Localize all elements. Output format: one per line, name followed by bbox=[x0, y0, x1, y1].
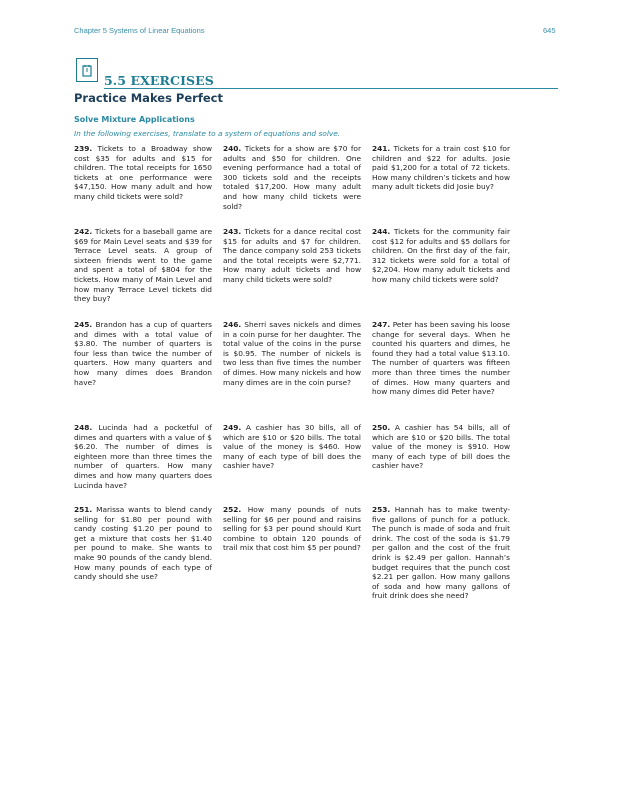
exercise-245 bbox=[74, 320, 212, 387]
exercise-number: 251. bbox=[74, 505, 93, 514]
exercise-number: 243. bbox=[223, 227, 242, 236]
exercise-text: How many pounds of nuts selling for $6 per pound and raisins selling for $3 per pound should Kurt combine to obtain 120 pounds of trail mix that cost him $5 per pound? bbox=[223, 505, 361, 553]
exercise-250 bbox=[372, 423, 510, 471]
exercise-239 bbox=[74, 144, 212, 202]
exercise-text: A cashier has 54 bills, all of which are $10 or $20 bills. The total value of the money is $910. How many of each type of bill does the cashier have? bbox=[372, 423, 510, 471]
exercise-248 bbox=[74, 423, 212, 490]
exercise-number: 242. bbox=[74, 227, 93, 236]
section-rule bbox=[104, 88, 558, 89]
exercise-text: Tickets for a show are $70 for adults and $50 for children. One evening performance had a total of 300 tickets sold and the receipts totaled $17,200. How many adult and how many child tickets were sold? bbox=[223, 144, 361, 211]
exercise-number: 253. bbox=[372, 505, 391, 514]
exercise-text: Hannah has to make twenty-five gallons of punch for a potluck. The punch is made of soda and fruit drink. The cost of the soda is $1.79 per gallon and the cost of the fruit drink is $2.49 per gallon. Hannah’s budget requires that the punch cost $2.21 per gallon. How many gallons of soda and how many gallons of fruit drink does she need? bbox=[372, 505, 510, 601]
exercise-number: 247. bbox=[372, 320, 391, 329]
exercise-252 bbox=[223, 505, 361, 553]
exercise-text: Tickets for a baseball game are $69 for Main Level seats and $39 for Terrace Level seats. A group of sixteen friends went to the game and spent a total of $804 for the tickets. How many of Main Level and how many Terrace Level tickets did they buy? bbox=[74, 227, 213, 304]
exercise-number: 248. bbox=[74, 423, 93, 432]
exercise-text: Lucinda had a pocketful of dimes and quarters with a value of $ $6.20. The number of dimes is eighteen more than three times the number of quarters. How many dimes and how many quarters does Lucinda have? bbox=[74, 423, 212, 490]
exercise-244 bbox=[372, 227, 510, 285]
exercise-247 bbox=[372, 320, 510, 397]
exercise-number: 252. bbox=[223, 505, 242, 514]
exercise-text: Tickets for a dance recital cost $15 for adults and $7 for children. The dance company sold 253 tickets and the total receipts were $2,771. How many adult tickets and how many child tickets were sold? bbox=[223, 227, 361, 284]
page-number: 645 bbox=[543, 26, 556, 35]
exercise-246 bbox=[223, 320, 361, 387]
exercise-text: Sherri saves nickels and dimes in a coin purse for her daughter. The total value of the coins in the purse is $0.95. The number of nickels is two less than five times the number of dimes. How many nickels and how many dimes are in the coin purse? bbox=[223, 320, 361, 387]
instructions: In the following exercises, translate to a system of equations and solve. bbox=[74, 129, 341, 138]
exercise-243 bbox=[223, 227, 361, 285]
exercise-text: A cashier has 30 bills, all of which are $10 or $20 bills. The total value of the money is $460. How many of each type of bill does the cashier have? bbox=[223, 423, 361, 471]
exercise-number: 250. bbox=[372, 423, 391, 432]
exercise-number: 241. bbox=[372, 144, 391, 153]
exercise-text: Peter has been saving his loose change for several days. When he counted his quarters and dimes, he found they had a total value $13.10. The number of quarters was fifteen more than three times the number of dimes. How many quarters and how many dimes did Peter have? bbox=[372, 320, 510, 397]
exercise-number: 239. bbox=[74, 144, 93, 153]
exercise-text: Marissa wants to blend candy selling for $1.80 per pound with candy costing $1.20 per pound to get a mixture that costs her $1.40 per pound to make. She wants to make 90 pounds of the candy blend. How many pounds of each type of candy should she use? bbox=[74, 505, 212, 582]
exercise-242 bbox=[74, 227, 212, 304]
pencil-notepad-icon bbox=[76, 58, 98, 82]
subheading: Solve Mixture Applications bbox=[74, 115, 195, 124]
section-title: 5.5 EXERCISES bbox=[104, 73, 214, 88]
exercise-number: 244. bbox=[372, 227, 391, 236]
practice-heading: Practice Makes Perfect bbox=[74, 91, 223, 105]
exercise-number: 246. bbox=[223, 320, 242, 329]
exercise-text: Brandon has a cup of quarters and dimes with a total value of $3.80. The number of quarters is four less than twice the number of quarters. How many quarters and how many dimes does Brandon have? bbox=[74, 320, 212, 387]
exercise-249 bbox=[223, 423, 361, 471]
exercise-text: Tickets for a train cost $10 for children and $22 for adults. Josie paid $1,200 for a total of 72 tickets. How many children’s tickets and how many adult tickets did Josie buy? bbox=[372, 144, 510, 192]
chapter-header: Chapter 5 Systems of Linear Equations bbox=[74, 26, 205, 35]
exercise-240 bbox=[223, 144, 361, 211]
exercise-text: Tickets to a Broadway show cost $35 for adults and $15 for children. The total receipts for 1650 tickets at one performance were $47,150. How many adult and how many child tickets were sold? bbox=[74, 144, 213, 201]
exercise-number: 240. bbox=[223, 144, 242, 153]
exercise-241 bbox=[372, 144, 510, 192]
exercise-253 bbox=[372, 505, 510, 601]
exercise-text: Tickets for the community fair cost $12 for adults and $5 dollars for children. On the first day of the fair, 312 tickets were sold for a total of $2,204. How many adult tickets and how many child tickets were sold? bbox=[372, 227, 510, 284]
exercise-number: 249. bbox=[223, 423, 242, 432]
exercise-251 bbox=[74, 505, 212, 582]
exercise-number: 245. bbox=[74, 320, 93, 329]
